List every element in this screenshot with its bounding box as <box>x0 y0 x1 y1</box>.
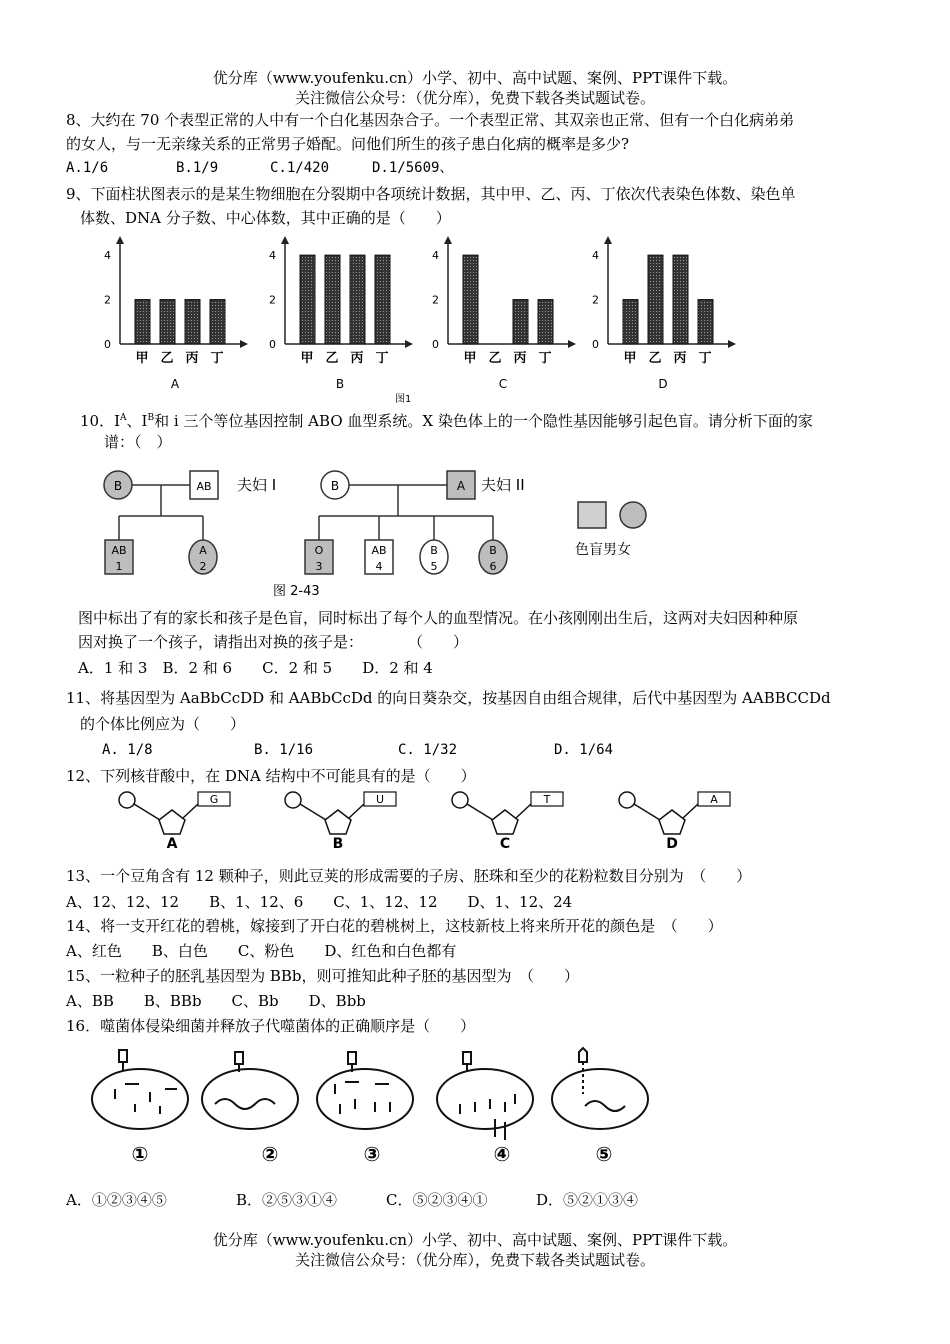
q16-option-a: A．①②③④⑤ <box>66 1191 167 1209</box>
pedigree-child-1-blood: AB <box>111 544 127 557</box>
q16-option-d: D．⑤②①③④ <box>536 1191 639 1209</box>
chart-B-bar-3 <box>375 255 390 344</box>
chart-D-xtick-0: 甲 <box>623 351 637 366</box>
nucleotide-B-base: U <box>375 793 385 806</box>
chart-B-ytick-0: 0 <box>269 338 276 351</box>
phage-stage-2-bacterium <box>202 1069 298 1129</box>
chart-A-xtick-1: 乙 <box>160 351 174 366</box>
nucleotide-A-bond-2 <box>183 804 198 818</box>
chart-A-bar-2 <box>185 300 200 344</box>
q11-line-2: 的个体比例应为（ ） <box>80 715 246 733</box>
chart-C-ytick-4: 4 <box>432 249 439 263</box>
q10-prefix: 10．I <box>80 412 121 430</box>
chart-C-bar-2 <box>513 300 528 344</box>
chart-A-bar-0 <box>135 300 150 344</box>
pedigree-child-6-blood: B <box>489 544 497 557</box>
q15-line-1: 15、一粒种子的胚乳基因型为 BBb，则可推知此种子胚的基因型为 （ ） <box>66 967 580 985</box>
q11-option-a: A. 1/8 <box>102 742 153 758</box>
chart-B-bar-1 <box>325 255 340 344</box>
chart-B-bar-2 <box>350 255 365 344</box>
q10-line-1-rest: 和 i 三个等位基因控制 ABO 血型系统。X 染色体上的一个隐性基因能够引起色盲。请分析下面的家 <box>154 412 813 430</box>
chart-C-bar-0 <box>463 255 478 344</box>
q8-option-b: B.1/9 <box>176 160 219 176</box>
pedigree-child-4-num: 4 <box>375 560 383 573</box>
header-line-2: 关注微信公众号：（优分库），免费下载各类试题试卷。 <box>294 89 655 107</box>
pedigree-child-1-num: 1 <box>115 560 123 573</box>
nucleotide-D-sugar <box>659 810 685 834</box>
chart-A-ytick-0: 0 <box>104 338 111 351</box>
q10-options: A．1 和 3 B．2 和 6 C．2 和 5 D．2 和 4 <box>78 659 433 677</box>
q14-options: A、红色 B、白色 C、粉色 D、红色和白色都有 <box>66 942 457 960</box>
nucleotide-C <box>452 792 563 852</box>
chart-C-xtick-2: 丙 <box>513 351 527 366</box>
q10-desc-1: 图中标出了有的家长和孩子是色盲，同时标出了每个人的血型情况。在小孩刚刚出生后，这两对夫妇因种种原 <box>78 609 799 627</box>
footer-line-1: 优分库（www.youfenku.cn）小学、初中、高中试题、案例、PPT课件下载。 <box>212 1231 738 1249</box>
nucleotide-D <box>619 792 730 852</box>
phage-stage-5-bacterium <box>552 1069 648 1129</box>
pedigree-parent-3-blood: B <box>330 479 340 493</box>
nucleotide-A-base: G <box>209 793 219 806</box>
pedigree-child-2-blood: A <box>199 544 207 557</box>
q16-options <box>66 1190 706 1212</box>
nucleotide-B-sugar <box>325 810 351 834</box>
nucleotide-D-bond-2 <box>683 804 698 818</box>
legend-colorblind-male-icon <box>578 502 606 528</box>
q12-line-1: 12、下列核苷酸中，在 DNA 结构中不可能具有的是（ ） <box>66 767 476 785</box>
nucleotide-B-bond-1 <box>300 804 326 820</box>
chart-A-xtick-3: 丁 <box>210 351 224 366</box>
nucleotide-C-phosphate <box>452 792 468 808</box>
chart-B-xtick-3: 丁 <box>375 351 389 366</box>
q10-sep: 、I <box>126 412 148 430</box>
q8-option-c: C.1/420 <box>270 160 330 176</box>
q8-option-d: D.1/5609、 <box>372 160 454 176</box>
chart-D-xtick-2: 丙 <box>673 351 687 366</box>
chart-A-label: A <box>170 377 180 391</box>
chart-A-ytick-4: 4 <box>104 249 111 263</box>
nucleotide-D-phosphate <box>619 792 635 808</box>
q11-option-d: D. 1/64 <box>554 742 614 758</box>
chart-D-ytick-0: 0 <box>592 338 599 351</box>
nucleotide-C-label: C <box>499 836 511 852</box>
chart-B-x-arrow <box>405 340 413 348</box>
q16-label-3: ③ <box>363 1142 381 1166</box>
q16-label-1: ① <box>131 1142 149 1166</box>
chart-A-ytick-2: 2 <box>104 293 111 307</box>
q9-line-2: 体数、DNA 分子数、中心体数，其中正确的是（ ） <box>80 209 451 227</box>
nucleotide-A-sugar <box>159 810 185 834</box>
phage-stage-4-bacterium <box>437 1069 533 1129</box>
q11-option-b: B. 1/16 <box>254 742 314 758</box>
chart-C-bar-3 <box>538 300 553 344</box>
chart-A-xtick-2: 丙 <box>185 351 199 366</box>
chart-C-xtick-1: 乙 <box>488 351 502 366</box>
phage-stage-3-bacterium <box>317 1069 413 1129</box>
q14-line-1: 14、将一支开红花的碧桃，嫁接到了开白花的碧桃树上，这枝新枝上将来所开花的颜色是 （ ） <box>66 917 723 935</box>
nucleotide-A <box>119 792 230 852</box>
nucleotide-C-base: T <box>543 793 551 806</box>
legend-colorblind-female-icon <box>620 502 646 528</box>
nucleotide-B-label: B <box>332 836 344 852</box>
pedigree-figure-caption: 图 2-43 <box>273 584 320 599</box>
chart-D-ytick-4: 4 <box>592 249 599 263</box>
nucleotide-A-label: A <box>166 836 178 852</box>
phage-stage-5-phage-icon <box>579 1048 587 1062</box>
q16-label-4: ④ <box>493 1142 511 1166</box>
chart-C-y-arrow <box>444 236 452 244</box>
chart-B-xtick-1: 乙 <box>325 351 339 366</box>
nucleotide-C-sugar <box>492 810 518 834</box>
phage-stage-1-phage-icon <box>119 1050 127 1062</box>
nucleotide-B-phosphate <box>285 792 301 808</box>
q11-option-c: C. 1/32 <box>398 742 458 758</box>
q10-sup-b: B <box>147 413 155 423</box>
chart-B-xtick-0: 甲 <box>300 351 314 366</box>
chart-D <box>592 236 736 391</box>
pedigree-parent-4-blood: A <box>456 479 466 493</box>
nucleotide-C-bond-2 <box>516 804 531 818</box>
pedigree-child-4-blood: AB <box>371 544 387 557</box>
nucleotide-C-bond-1 <box>467 804 493 820</box>
chart-C-x-arrow <box>568 340 576 348</box>
header-line-1: 优分库（www.youfenku.cn）小学、初中、高中试题、案例、PPT课件下载。 <box>212 69 738 87</box>
nucleotide-A-bond-1 <box>134 804 160 820</box>
q16-label-5: ⑤ <box>595 1142 613 1166</box>
q10-sup-a: A <box>120 413 127 423</box>
q15-options: A、BB B、BBb C、Bb D、Bbb <box>66 992 366 1010</box>
q8-line-2: 的女人，与一无亲缘关系的正常男子婚配。问他们所生的孩子患白化病的概率是多少? <box>66 135 630 153</box>
q9-figure-note: 图1 <box>395 394 412 405</box>
nucleotide-B <box>285 792 396 852</box>
chart-A-bar-3 <box>210 300 225 344</box>
q10-pedigree <box>95 462 675 602</box>
chart-A-bar-1 <box>160 300 175 344</box>
footer-line-2: 关注微信公众号：（优分库），免费下载各类试题试卷。 <box>294 1251 655 1269</box>
q12-nucleotides <box>110 786 770 852</box>
pedigree-child-2-num: 2 <box>199 560 207 573</box>
chart-C <box>432 236 576 391</box>
nucleotide-A-phosphate <box>119 792 135 808</box>
chart-B-ytick-4: 4 <box>269 249 276 263</box>
chart-C-xtick-0: 甲 <box>463 351 477 366</box>
chart-D-bar-1 <box>648 255 663 344</box>
phage-stage-1-bacterium <box>92 1069 188 1129</box>
chart-C-label: C <box>498 377 508 391</box>
chart-B <box>269 236 413 391</box>
phage-stage-3-phage-icon <box>348 1052 356 1064</box>
chart-D-xtick-1: 乙 <box>648 351 662 366</box>
chart-D-label: D <box>658 377 668 391</box>
q16-option-b: B．②⑤③①④ <box>236 1191 338 1209</box>
q8-option-a: A.1/6 <box>66 160 109 176</box>
pedigree-child-5-num: 5 <box>430 560 438 573</box>
q13-options: A、12、12、12 B、1、12、6 C、1、12、12 D、1、12、24 <box>66 893 573 911</box>
chart-B-label: B <box>335 377 345 391</box>
nucleotide-D-bond-1 <box>634 804 660 820</box>
chart-D-bar-0 <box>623 300 638 344</box>
pedigree-couple-2-label: 夫妇 II <box>481 476 525 494</box>
chart-D-ytick-2: 2 <box>592 293 599 307</box>
chart-D-y-arrow <box>604 236 612 244</box>
chart-A-y-arrow <box>116 236 124 244</box>
legend-label: 色盲男女 <box>575 542 631 558</box>
chart-D-bar-2 <box>673 255 688 344</box>
chart-B-xtick-2: 丙 <box>350 351 364 366</box>
chart-D-x-arrow <box>728 340 736 348</box>
chart-C-ytick-0: 0 <box>432 338 439 351</box>
pedigree-child-3-blood: O <box>314 544 324 557</box>
pedigree-parent-1-blood: B <box>113 479 123 493</box>
nucleotide-D-base: A <box>710 793 718 806</box>
chart-C-ytick-2: 2 <box>432 293 439 307</box>
q10-line-2: 谱：（ ） <box>104 433 172 451</box>
chart-B-y-arrow <box>281 236 289 244</box>
q16-option-c: C．⑤②③④① <box>386 1191 488 1209</box>
q8-line-1: 8、大约在 70 个表型正常的人中有一个白化基因杂合子。一个表型正常、其双亲也正常、但有一个白化病弟弟 <box>66 111 795 129</box>
chart-A <box>104 236 248 391</box>
q10-line-1 <box>80 408 813 431</box>
chart-A-x-arrow <box>240 340 248 348</box>
pedigree-parent-2-blood: AB <box>196 480 212 493</box>
q16-line-1: 16．噬菌体侵染细菌并释放子代噬菌体的正确顺序是（ ） <box>66 1017 476 1035</box>
pedigree-child-5-blood: B <box>430 544 438 557</box>
phage-stage-2-phage-icon <box>235 1052 243 1064</box>
nucleotide-B-bond-2 <box>349 804 364 818</box>
pedigree-child-6-num: 6 <box>489 560 497 573</box>
chart-B-bar-0 <box>300 255 315 344</box>
q9-bar-charts <box>80 236 760 406</box>
pedigree-couple-1-label: 夫妇 I <box>237 476 277 494</box>
q16-label-2: ② <box>261 1142 279 1166</box>
q10-desc-2: 因对换了一个孩子，请指出对换的孩子是： （ ） <box>78 633 469 651</box>
chart-C-xtick-3: 丁 <box>538 351 552 366</box>
chart-D-bar-3 <box>698 300 713 344</box>
nucleotide-D-label: D <box>666 836 678 852</box>
pedigree-child-3-num: 3 <box>315 560 323 573</box>
phage-stage-4-phage-icon <box>463 1052 471 1064</box>
q16-phage-diagram <box>90 1044 670 1174</box>
chart-A-xtick-0: 甲 <box>135 351 149 366</box>
chart-D-xtick-3: 丁 <box>698 351 712 366</box>
q13-line-1: 13、一个豆角含有 12 颗种子，则此豆荚的形成需要的子房、胚珠和至少的花粉粒数目分别为 （ ） <box>66 867 752 885</box>
chart-B-ytick-2: 2 <box>269 293 276 307</box>
q11-line-1: 11、将基因型为 AaBbCcDD 和 AABbCcDd 的向日葵杂交，按基因自由组合规律，后代中基因型为 AABBCCDd <box>66 689 831 707</box>
q9-line-1: 9、下面柱状图表示的是某生物细胞在分裂期中各项统计数据，其中甲、乙、丙、丁依次代表染色体数、染色单 <box>66 185 796 203</box>
